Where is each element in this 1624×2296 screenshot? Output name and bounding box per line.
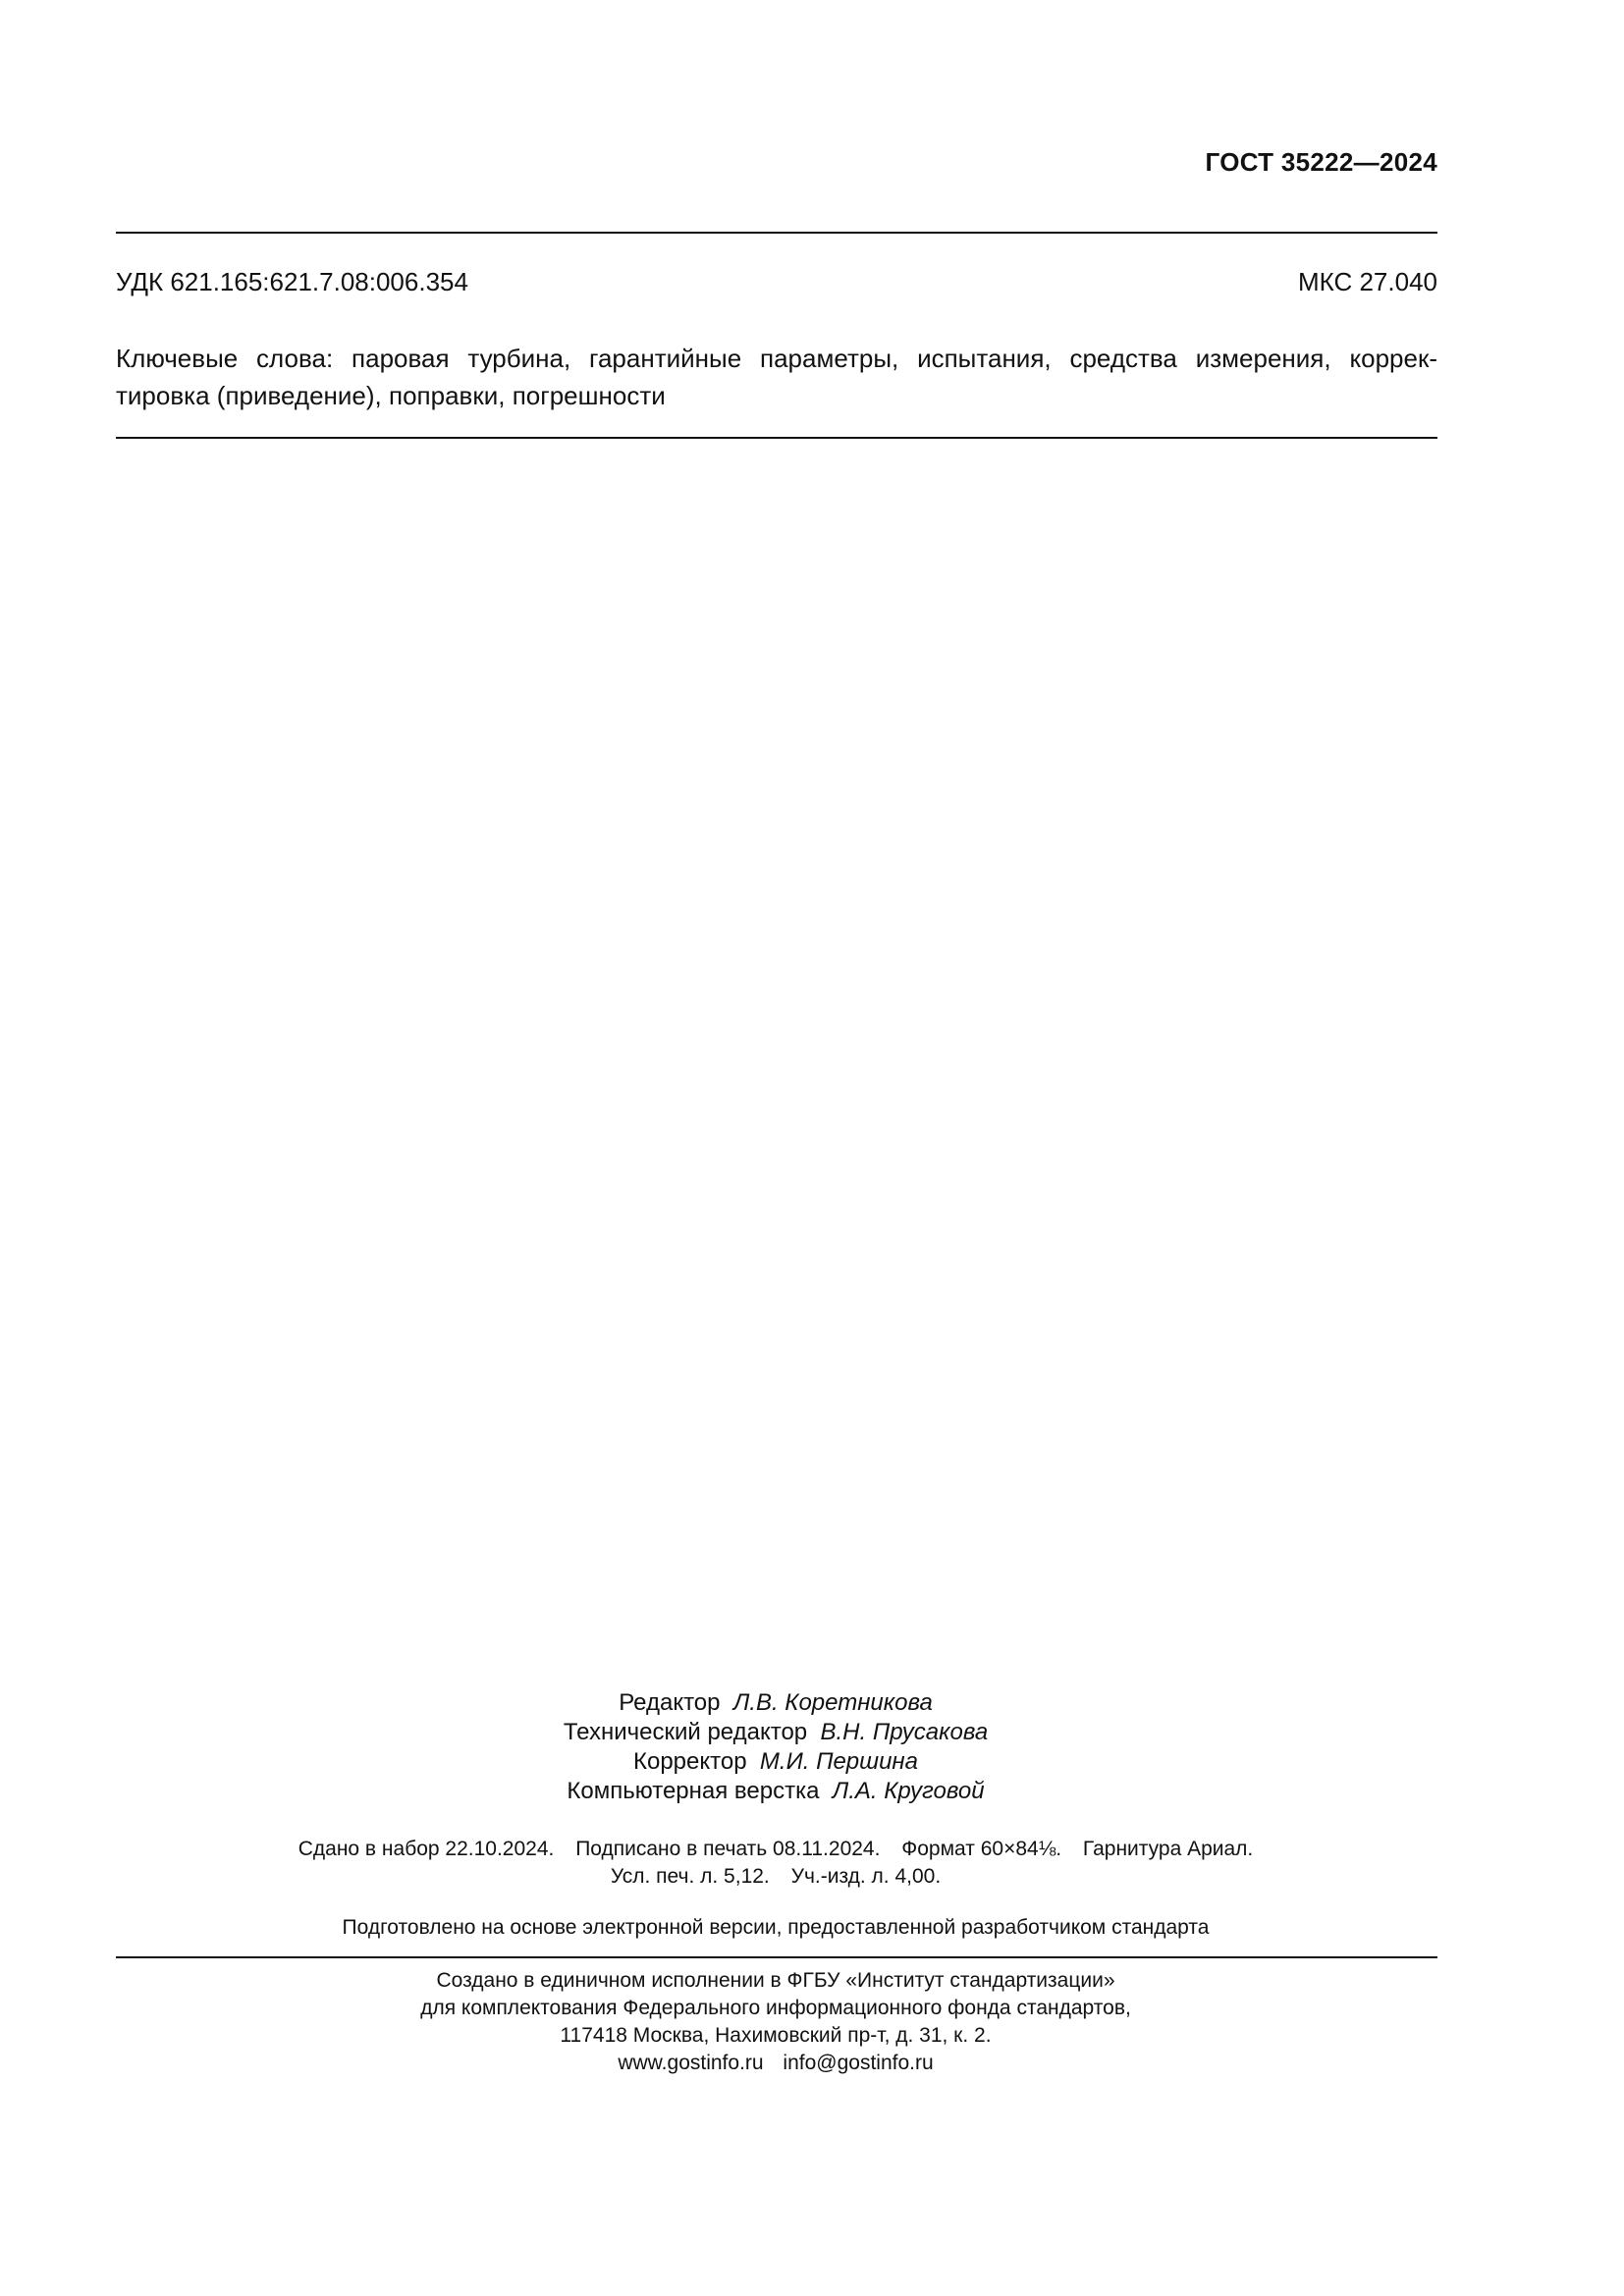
- credit-name: В.Н. Прусакова: [820, 1719, 989, 1745]
- standard-number: ГОСТ 35222—2024: [1205, 147, 1437, 177]
- publisher-line-2: для комплектования Федерального информационного фонда стандартов,: [420, 1997, 1131, 2019]
- keywords-block: [116, 340, 1437, 414]
- edit-sheets: Уч.-изд. л. 4,00.: [790, 1865, 942, 1888]
- mks-code: МКС 27.040: [1297, 267, 1437, 296]
- credit-name: М.И. Першина: [759, 1748, 918, 1775]
- print-info-line-2: [0, 1863, 1551, 1891]
- website-link[interactable]: www.gostinfo.ru: [618, 2052, 764, 2074]
- credit-name: Л.В. Коретникова: [732, 1689, 933, 1716]
- udk-code: УДК 621.165:621.7.08:006.354: [116, 267, 468, 296]
- credit-tech-editor: [0, 1718, 1551, 1747]
- prepared-note: Подготовлено на основе электронной версии, предоставленной разработчиком стандарта: [342, 1916, 1210, 1939]
- credit-role: Корректор: [633, 1748, 747, 1775]
- credit-layout: [0, 1777, 1551, 1806]
- email-link[interactable]: info@gostinfo.ru: [783, 2052, 934, 2074]
- credit-role: Редактор: [619, 1689, 721, 1716]
- credit-name: Л.А. Круговой: [832, 1778, 985, 1804]
- typeface: Гарнитура Ариал.: [1082, 1838, 1254, 1860]
- submitted-date: Сдано в набор 22.10.2024.: [298, 1838, 555, 1860]
- paper-format: Формат 60×84⅛.: [901, 1838, 1062, 1860]
- credits-block: [0, 1688, 1551, 1806]
- keywords-divider: [116, 437, 1437, 439]
- top-divider: [116, 232, 1437, 234]
- credit-editor: [0, 1688, 1551, 1718]
- publisher-contacts: [0, 2050, 1551, 2077]
- publisher-line-1: Создано в единичном исполнении в ФГБУ «Институт стандартизации»: [436, 1969, 1115, 1992]
- credit-role: Технический редактор: [563, 1719, 808, 1745]
- classification-row: [116, 267, 1437, 297]
- keywords-line-2: тировка (приведение), поправки, погрешности: [116, 381, 666, 410]
- keywords-line-1: Ключевые слова: паровая турбина, гарантийные параметры, испытания, средства измерения, коррек-: [116, 344, 1437, 373]
- publisher-block: [0, 1967, 1551, 2077]
- publisher-address: 117418 Москва, Нахимовский пр-т, д. 31, к. 2.: [560, 2024, 992, 2047]
- print-info-block: [0, 1836, 1551, 1891]
- credit-role: Компьютерная верстка: [567, 1778, 820, 1804]
- footer-divider: [116, 1956, 1437, 1958]
- print-info-line-1: [0, 1836, 1551, 1863]
- print-sheets: Усл. печ. л. 5,12.: [610, 1865, 770, 1888]
- signed-date: Подписано в печать 08.11.2024.: [575, 1838, 881, 1860]
- credit-proofreader: [0, 1747, 1551, 1777]
